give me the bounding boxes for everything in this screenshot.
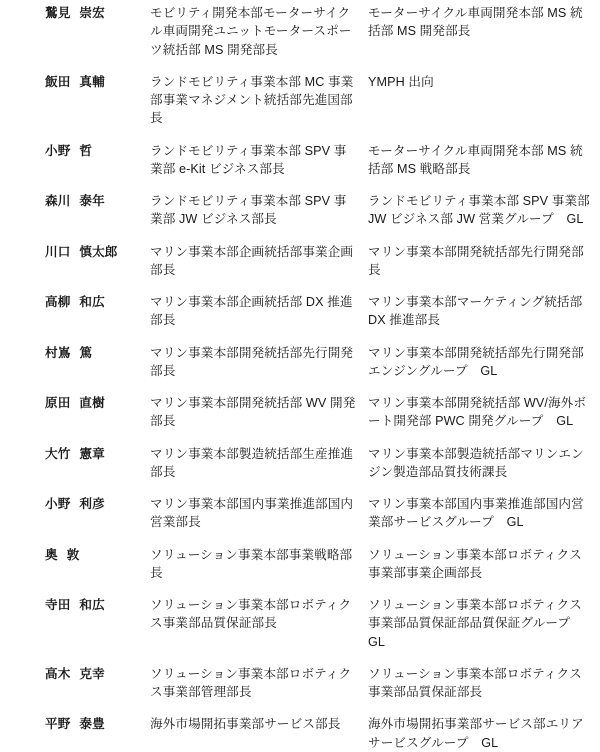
new-position-cell: マリン事業本部企画統括部 DX 推進部長 <box>150 295 353 328</box>
previous-position-cell: マリン事業本部開発統括部先行開発部長 <box>368 244 584 277</box>
person-given-name: 克幸 <box>79 666 105 681</box>
previous-position-cell: マリン事業本部製造統括部マリンエンジン製造部品質技術課長 <box>368 446 584 479</box>
row-spacer <box>0 330 600 344</box>
row-spacer <box>0 481 600 495</box>
person-given-name: 利彦 <box>79 497 105 511</box>
previous-position-cell: ソリューション事業本部ロボティクス事業部品質保証部長 <box>368 666 582 699</box>
table-row <box>0 665 600 702</box>
person-surname: 飯田 <box>45 74 71 89</box>
person-surname: 平野 <box>45 717 71 732</box>
new-position-cell: マリン事業本部製造統括部生産推進部長 <box>150 446 354 479</box>
row-spacer-cell <box>0 481 600 495</box>
previous-position-cell: マリン事業本部国内事業推進部国内営業部サービスグループ GL <box>368 497 584 530</box>
person-given-name: 崇宏 <box>79 6 105 20</box>
previous-position-cell: ランドモビリティ事業本部 SPV 事業部 JW ビジネス部 JW 営業グループ GL <box>368 194 590 227</box>
person-name-cell <box>0 715 150 752</box>
row-spacer <box>0 431 600 445</box>
row-spacer <box>0 128 600 142</box>
person-surname: 大竹 <box>45 446 71 461</box>
row-spacer-cell <box>0 582 600 596</box>
table-row <box>0 243 600 280</box>
new-position-cell: 海外市場開拓事業部サービス部長 <box>150 717 341 732</box>
person-given-name: 篤 <box>79 345 93 360</box>
previous-position-cell: ソリューション事業本部ロボティクス事業部事業企画部長 <box>368 547 582 580</box>
previous-position-cell: YMPH 出向 <box>368 74 434 89</box>
row-spacer <box>0 59 600 73</box>
previous-position-cell: 海外市場開拓事業部サービス部エリアサービスグループ GL <box>368 717 584 750</box>
person-given-name: 泰豊 <box>79 717 105 732</box>
person-given-name: 敦 <box>66 547 80 562</box>
table-row <box>0 445 600 482</box>
person-surname: 原田 <box>45 396 71 410</box>
row-spacer-cell <box>0 178 600 192</box>
row-spacer-cell <box>0 128 600 142</box>
row-spacer <box>0 380 600 394</box>
row-spacer-cell <box>0 701 600 715</box>
person-name-cell <box>0 344 150 381</box>
new-position-cell: マリン事業本部企画統括部事業企画部長 <box>150 244 354 277</box>
person-given-name: 和広 <box>79 295 105 309</box>
new-position-cell: ランドモビリティ事業本部 SPV 事業部 JW ビジネス部長 <box>150 194 347 227</box>
person-surname: 川口 <box>45 244 71 259</box>
table-row <box>0 715 600 752</box>
row-spacer <box>0 582 600 596</box>
row-spacer <box>0 178 600 192</box>
person-surname: 鷲見 <box>45 6 71 20</box>
new-position-cell: ソリューション事業本部事業戦略部長 <box>150 547 353 580</box>
table-row <box>0 293 600 330</box>
previous-position-cell: マリン事業本部開発統括部 WV/海外ボート開発部 PWC 開発グループ GL <box>368 396 587 429</box>
person-name-cell <box>0 243 150 280</box>
row-spacer <box>0 701 600 715</box>
row-spacer-cell <box>0 229 600 243</box>
row-spacer-cell <box>0 431 600 445</box>
person-surname: 寺田 <box>45 598 71 612</box>
row-spacer-cell <box>0 532 600 546</box>
table-row <box>0 394 600 431</box>
person-name-cell <box>0 495 150 532</box>
new-position-cell: モビリティ開発本部モーターサイクル車両開発ユニットモータースポーツ統括部 MS 開発部長 <box>150 6 352 57</box>
table-row <box>0 142 600 179</box>
person-surname: 村嶌 <box>45 345 71 360</box>
person-name-cell <box>0 546 150 583</box>
person-surname: 高柳 <box>45 295 71 309</box>
person-given-name: 真輔 <box>79 74 105 89</box>
person-surname: 森川 <box>45 194 71 208</box>
row-spacer <box>0 651 600 665</box>
new-position-cell: ランドモビリティ事業本部 SPV 事業部 e-Kit ビジネス部長 <box>150 143 347 176</box>
row-spacer <box>0 532 600 546</box>
person-surname: 奥 <box>45 547 58 562</box>
person-given-name: 憲章 <box>79 446 105 461</box>
person-name-cell <box>0 596 150 651</box>
row-spacer-cell <box>0 279 600 293</box>
row-spacer <box>0 279 600 293</box>
roster-table-body <box>0 4 600 752</box>
previous-position-cell: モーターサイクル車両開発本部 MS 統括部 MS 戦略部長 <box>368 143 583 176</box>
new-position-cell: マリン事業本部国内事業推進部国内営業部長 <box>150 497 354 530</box>
person-surname: 高木 <box>45 666 71 681</box>
table-row <box>0 596 600 651</box>
person-given-name: 哲 <box>79 143 93 158</box>
person-name-cell <box>0 445 150 482</box>
table-row <box>0 192 600 229</box>
row-spacer <box>0 229 600 243</box>
row-spacer-cell <box>0 380 600 394</box>
new-position-cell: ソリューション事業本部ロボティクス事業部品質保証部長 <box>150 598 352 631</box>
person-name-cell <box>0 73 150 128</box>
row-spacer-cell <box>0 651 600 665</box>
previous-position-cell: マリン事業本部開発統括部先行開発部エンジングループ GL <box>368 345 584 378</box>
table-row <box>0 4 600 59</box>
person-name-cell <box>0 4 150 59</box>
table-row <box>0 546 600 583</box>
new-position-cell: ランドモビリティ事業本部 MC 事業部事業マネジメント統括部先進国部長 <box>150 74 354 126</box>
previous-position-cell: マリン事業本部マーケティング統括部 DX 推進部長 <box>368 295 583 328</box>
person-given-name: 泰年 <box>79 194 105 208</box>
person-name-cell <box>0 293 150 330</box>
person-name-cell <box>0 192 150 229</box>
new-position-cell: ソリューション事業本部ロボティクス事業部管理部長 <box>150 666 352 699</box>
person-name-cell <box>0 394 150 431</box>
table-row <box>0 344 600 381</box>
person-surname: 小野 <box>45 497 71 511</box>
new-position-cell: マリン事業本部開発統括部先行開発部長 <box>150 345 354 378</box>
new-position-cell: マリン事業本部開発統括部 WV 開発部長 <box>150 396 356 429</box>
person-given-name: 慎太郎 <box>79 244 118 259</box>
roster-table <box>0 4 600 752</box>
previous-position-cell: ソリューション事業本部ロボティクス事業部品質保証部品質保証グループ GL <box>368 598 583 649</box>
table-row <box>0 73 600 128</box>
row-spacer-cell <box>0 59 600 73</box>
person-name-cell <box>0 142 150 179</box>
previous-position-cell: モーターサイクル車両開発本部 MS 統括部 MS 開発部長 <box>368 6 583 39</box>
table-row <box>0 495 600 532</box>
person-given-name: 直樹 <box>79 396 105 410</box>
person-surname: 小野 <box>45 143 71 158</box>
row-spacer-cell <box>0 330 600 344</box>
person-given-name: 和広 <box>79 598 105 612</box>
person-name-cell <box>0 665 150 702</box>
